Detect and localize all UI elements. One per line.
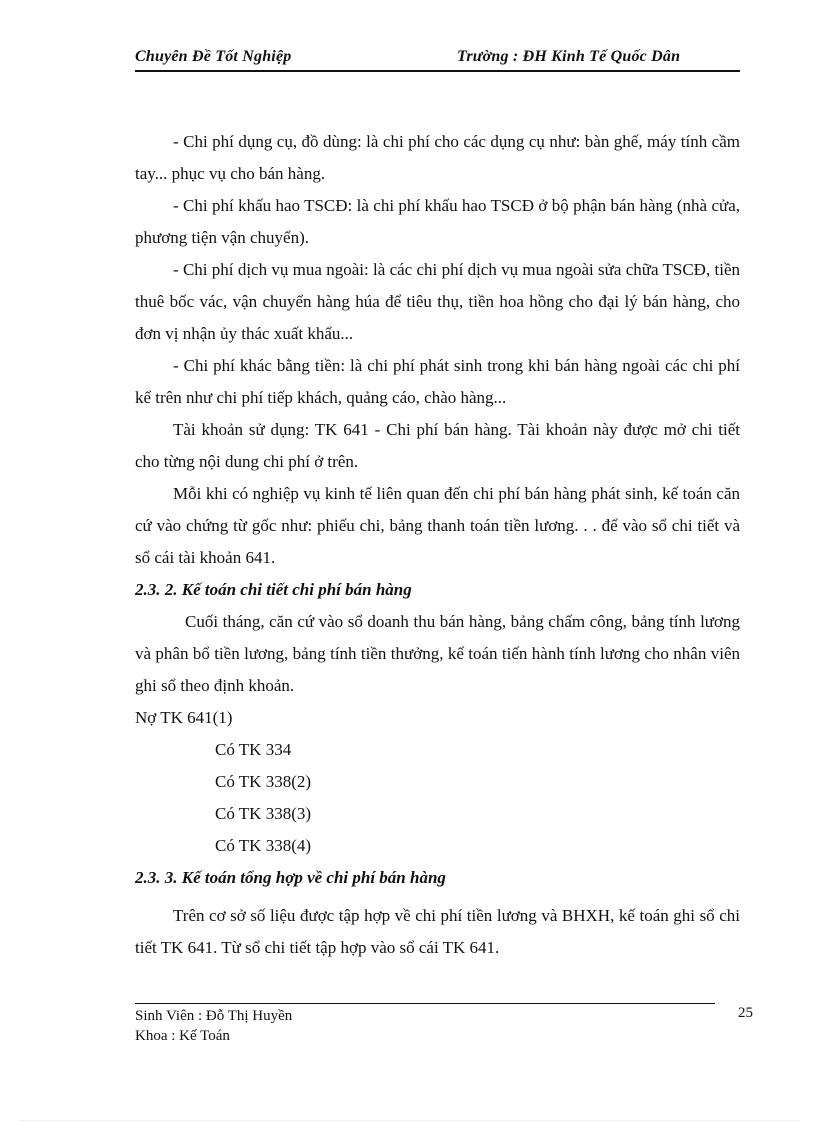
footer-department: Khoa : Kế Toán — [135, 1028, 230, 1044]
paragraph-outsourced-services: - Chi phí dịch vụ mua ngoài: là các chi phí dịch vụ mua ngoài sửa chữa TSCĐ, tiền thuê bốc vác, vận chuyển hàng húa để tiêu thụ, tiền hoa hồng cho đại lý bán hàng, cho đơn vị nhận ủy thác xuất khẩu... — [135, 260, 740, 343]
page-number: 25 — [738, 1005, 753, 1021]
paragraph-tools-cost: - Chi phí dụng cụ, đồ dùng: là chi phí cho các dụng cụ như: bàn ghế, máy tính cầm tay... phục vụ cho bán hàng. — [135, 132, 740, 183]
document-body — [135, 126, 740, 964]
page-header — [135, 48, 740, 72]
paragraph-summary: Trên cơ sở số liệu được tập hợp về chi phí tiền lương và BHXH, kế toán ghi sổ chi tiết TK 641. Từ sổ chi tiết tập hợp vào sổ cái TK 641. — [135, 906, 740, 957]
paragraph-other-cash-costs: - Chi phí khác bằng tiền: là chi phí phát sinh trong khi bán hàng ngoài các chi phí kể trên như chi phí tiếp khách, quảng cáo, chào hàng... — [135, 356, 740, 407]
journal-credit: Có TK 338(4) — [215, 836, 312, 855]
paragraph-recording-process: Mỗi khi có nghiệp vụ kinh tế liên quan đến chi phí bán hàng phát sinh, kế toán căn cứ vào chứng từ gốc như: phiếu chi, bảng thanh toán tiền lương. . . để vào sổ chi tiết và sổ cái tài khoản 641. — [135, 484, 740, 567]
thesis-title: Chuyên Đề Tốt Nghiệp — [135, 48, 292, 65]
journal-credit: Có TK 338(2) — [215, 772, 312, 791]
paragraph-depreciation-cost: - Chi phí khấu hao TSCĐ: là chi phí khấu hao TSCĐ ở bộ phận bán hàng (nhà cửa, phương tiện vận chuyển). — [135, 196, 740, 247]
paragraph-month-end: Cuối tháng, căn cứ vào sổ doanh thu bán hàng, bảng chấm công, bảng tính lương và phân bổ tiền lương, bảng tính tiền thưởng, kế toán tiến hành tính lương cho nhân viên ghi sổ theo định khoản. — [135, 612, 740, 695]
footer-student: Sinh Viên : Đỗ Thị Huyền — [135, 1008, 293, 1024]
journal-credit: Có TK 334 — [215, 740, 292, 759]
footer-divider — [135, 1003, 715, 1004]
page-edge-divider — [20, 1120, 800, 1121]
journal-credit: Có TK 338(3) — [215, 804, 312, 823]
paragraph-account-used: Tài khoản sử dụng: TK 641 - Chi phí bán hàng. Tài khoản này được mở chi tiết cho từng nội dung chi phí ở trên. — [135, 420, 740, 471]
section-heading-summary-accounting: 2.3. 3. Kế toán tổng hợp về chi phí bán hàng — [135, 868, 446, 887]
section-heading-detail-accounting: 2.3. 2. Kế toán chi tiết chi phí bán hàng — [135, 580, 412, 599]
university-name: Trường : ĐH Kinh Tế Quốc Dân — [457, 48, 681, 65]
journal-debit: Nợ TK 641(1) — [135, 708, 233, 727]
